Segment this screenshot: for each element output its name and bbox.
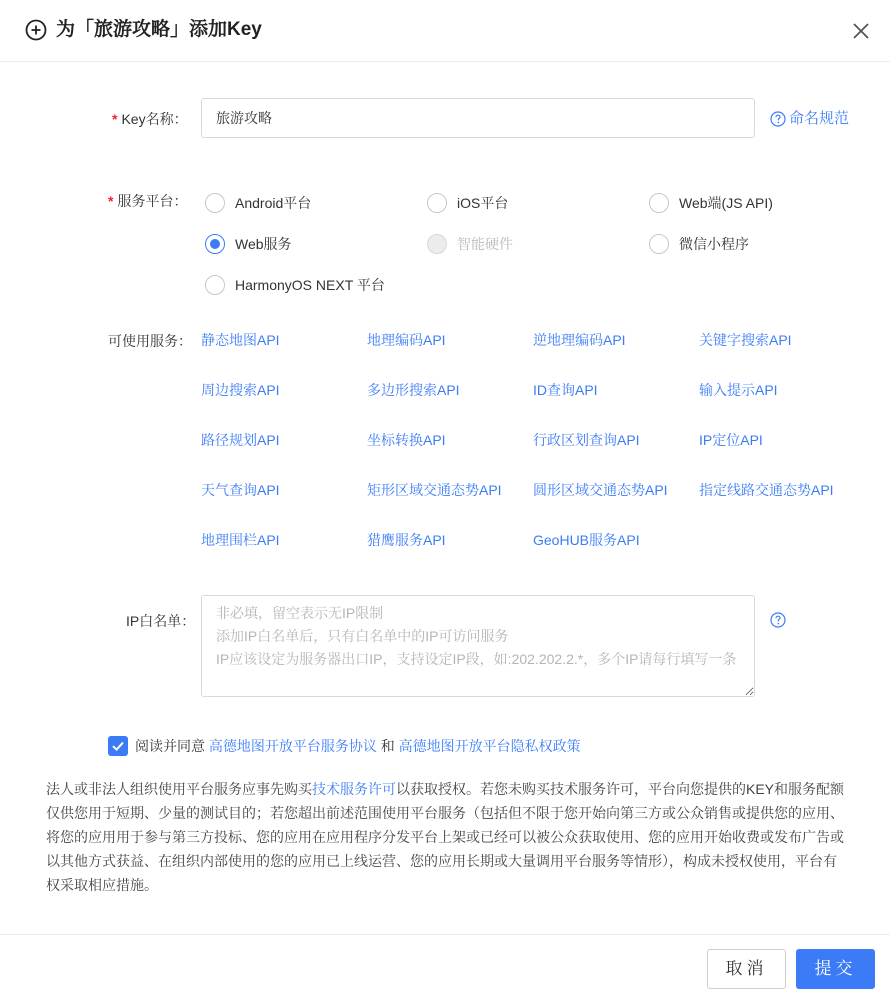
service-agreement-link[interactable]: 高德地图开放平台服务协议: [208, 738, 377, 754]
required-mark: *: [112, 111, 118, 127]
service-link[interactable]: 矩形区域交通态势API: [367, 482, 502, 498]
dialog-header: [0, 0, 890, 62]
service-link[interactable]: 静态地图API: [201, 332, 280, 348]
service-link[interactable]: 指定线路交通态势API: [699, 482, 834, 498]
service-link[interactable]: 输入提示API: [699, 382, 778, 398]
service-link[interactable]: GeoHUB服务API: [533, 532, 640, 548]
submit-button[interactable]: 提交: [796, 949, 875, 989]
radio-label: Web端(JS API): [679, 195, 773, 211]
radio-label: 智能硬件: [457, 236, 513, 252]
dialog-footer: [0, 934, 890, 996]
naming-rules-link[interactable]: [770, 109, 849, 129]
service-link[interactable]: 猎鹰服务API: [367, 532, 446, 548]
close-icon[interactable]: [850, 20, 872, 42]
tech-service-license-link[interactable]: 技术服务许可: [312, 781, 396, 797]
notice-text: 以获取授权。若您未购买技术服务许可，平台向您提供的KEY和服务配额仅供您用于短期、少量的测试目的；若您超出前述范围使用平台服务（包括但不限于您开始向第三方或公众销售或提供您的应用、将您的应用用于参与第三方投标、您的应用在应用程序分发平台上架或已经可以被公众获取使用、您的应用开始收费或发布广告或以其他方式获益、在组织内部使用的您的应用已上线运营、您的应用长期或大量调用平台服务等情形），构成未授权使用，平台有权采取相应措施。: [46, 781, 845, 893]
service-link[interactable]: 地理编码API: [367, 332, 446, 348]
radio-label: Web服务: [235, 236, 292, 252]
plus-circle-icon: [25, 19, 47, 41]
notice-text: 法人或非法人组织使用平台服务应事先购买: [46, 781, 312, 797]
service-link[interactable]: 坐标转换API: [367, 432, 446, 448]
radio-circle-checked: [205, 234, 225, 254]
service-link[interactable]: 多边形搜索API: [367, 382, 460, 398]
service-link[interactable]: 圆形区域交通态势API: [533, 482, 668, 498]
radio-label: HarmonyOS NEXT 平台: [235, 277, 385, 293]
service-link[interactable]: 周边搜索API: [201, 382, 280, 398]
required-mark: *: [108, 193, 114, 209]
radio-label: iOS平台: [457, 195, 509, 211]
radio-circle: [205, 193, 225, 213]
agreement-joiner: 和: [376, 738, 399, 754]
key-name-label-text: Key名称：: [121, 111, 188, 127]
ip-whitelist-label: IP白名单：: [126, 613, 196, 629]
agreement-checkbox[interactable]: [108, 736, 128, 756]
radio-label: 微信小程序: [679, 236, 749, 252]
service-link[interactable]: ID查询API: [533, 382, 598, 398]
agreement-text: [135, 736, 581, 756]
help-icon: [770, 111, 786, 127]
help-icon[interactable]: [770, 612, 786, 628]
naming-rules-text: 命名规范: [789, 110, 850, 127]
radio-smart-hardware: [427, 234, 513, 254]
radio-circle-disabled: [427, 234, 447, 254]
service-link[interactable]: 逆地理编码API: [533, 332, 626, 348]
key-name-label: [112, 109, 188, 129]
services-label: 可使用服务：: [108, 333, 192, 349]
privacy-policy-link[interactable]: 高德地图开放平台隐私权政策: [398, 738, 581, 754]
cancel-button[interactable]: 取消: [707, 949, 786, 989]
radio-circle: [205, 275, 225, 295]
radio-circle: [649, 234, 669, 254]
key-name-input[interactable]: [201, 98, 755, 138]
service-link[interactable]: 行政区划查询API: [533, 432, 640, 448]
platform-label-text: 服务平台：: [117, 193, 188, 209]
service-link[interactable]: 天气查询API: [201, 482, 280, 498]
platform-label: [108, 191, 187, 211]
radio-android[interactable]: [205, 193, 311, 213]
agreement-prefix: 阅读并同意: [135, 738, 209, 754]
service-link[interactable]: 路径规划API: [201, 432, 280, 448]
radio-web-js-api[interactable]: [649, 193, 773, 213]
radio-web-service[interactable]: [205, 234, 292, 254]
service-link[interactable]: 地理围栏API: [201, 532, 280, 548]
radio-ios[interactable]: [427, 193, 508, 213]
radio-label: Android平台: [235, 195, 312, 211]
radio-circle: [427, 193, 447, 213]
license-notice: [46, 777, 846, 897]
dialog-title: 为「旅游攻略」添加Key: [56, 19, 262, 40]
ip-whitelist-textarea[interactable]: [201, 595, 755, 697]
service-link[interactable]: 关键字搜索API: [699, 332, 792, 348]
checkmark-icon: [108, 736, 128, 756]
service-link[interactable]: IP定位API: [699, 432, 763, 448]
radio-wechat-miniprogram[interactable]: [649, 234, 749, 254]
radio-harmonyos-next[interactable]: [205, 275, 385, 295]
radio-circle: [649, 193, 669, 213]
